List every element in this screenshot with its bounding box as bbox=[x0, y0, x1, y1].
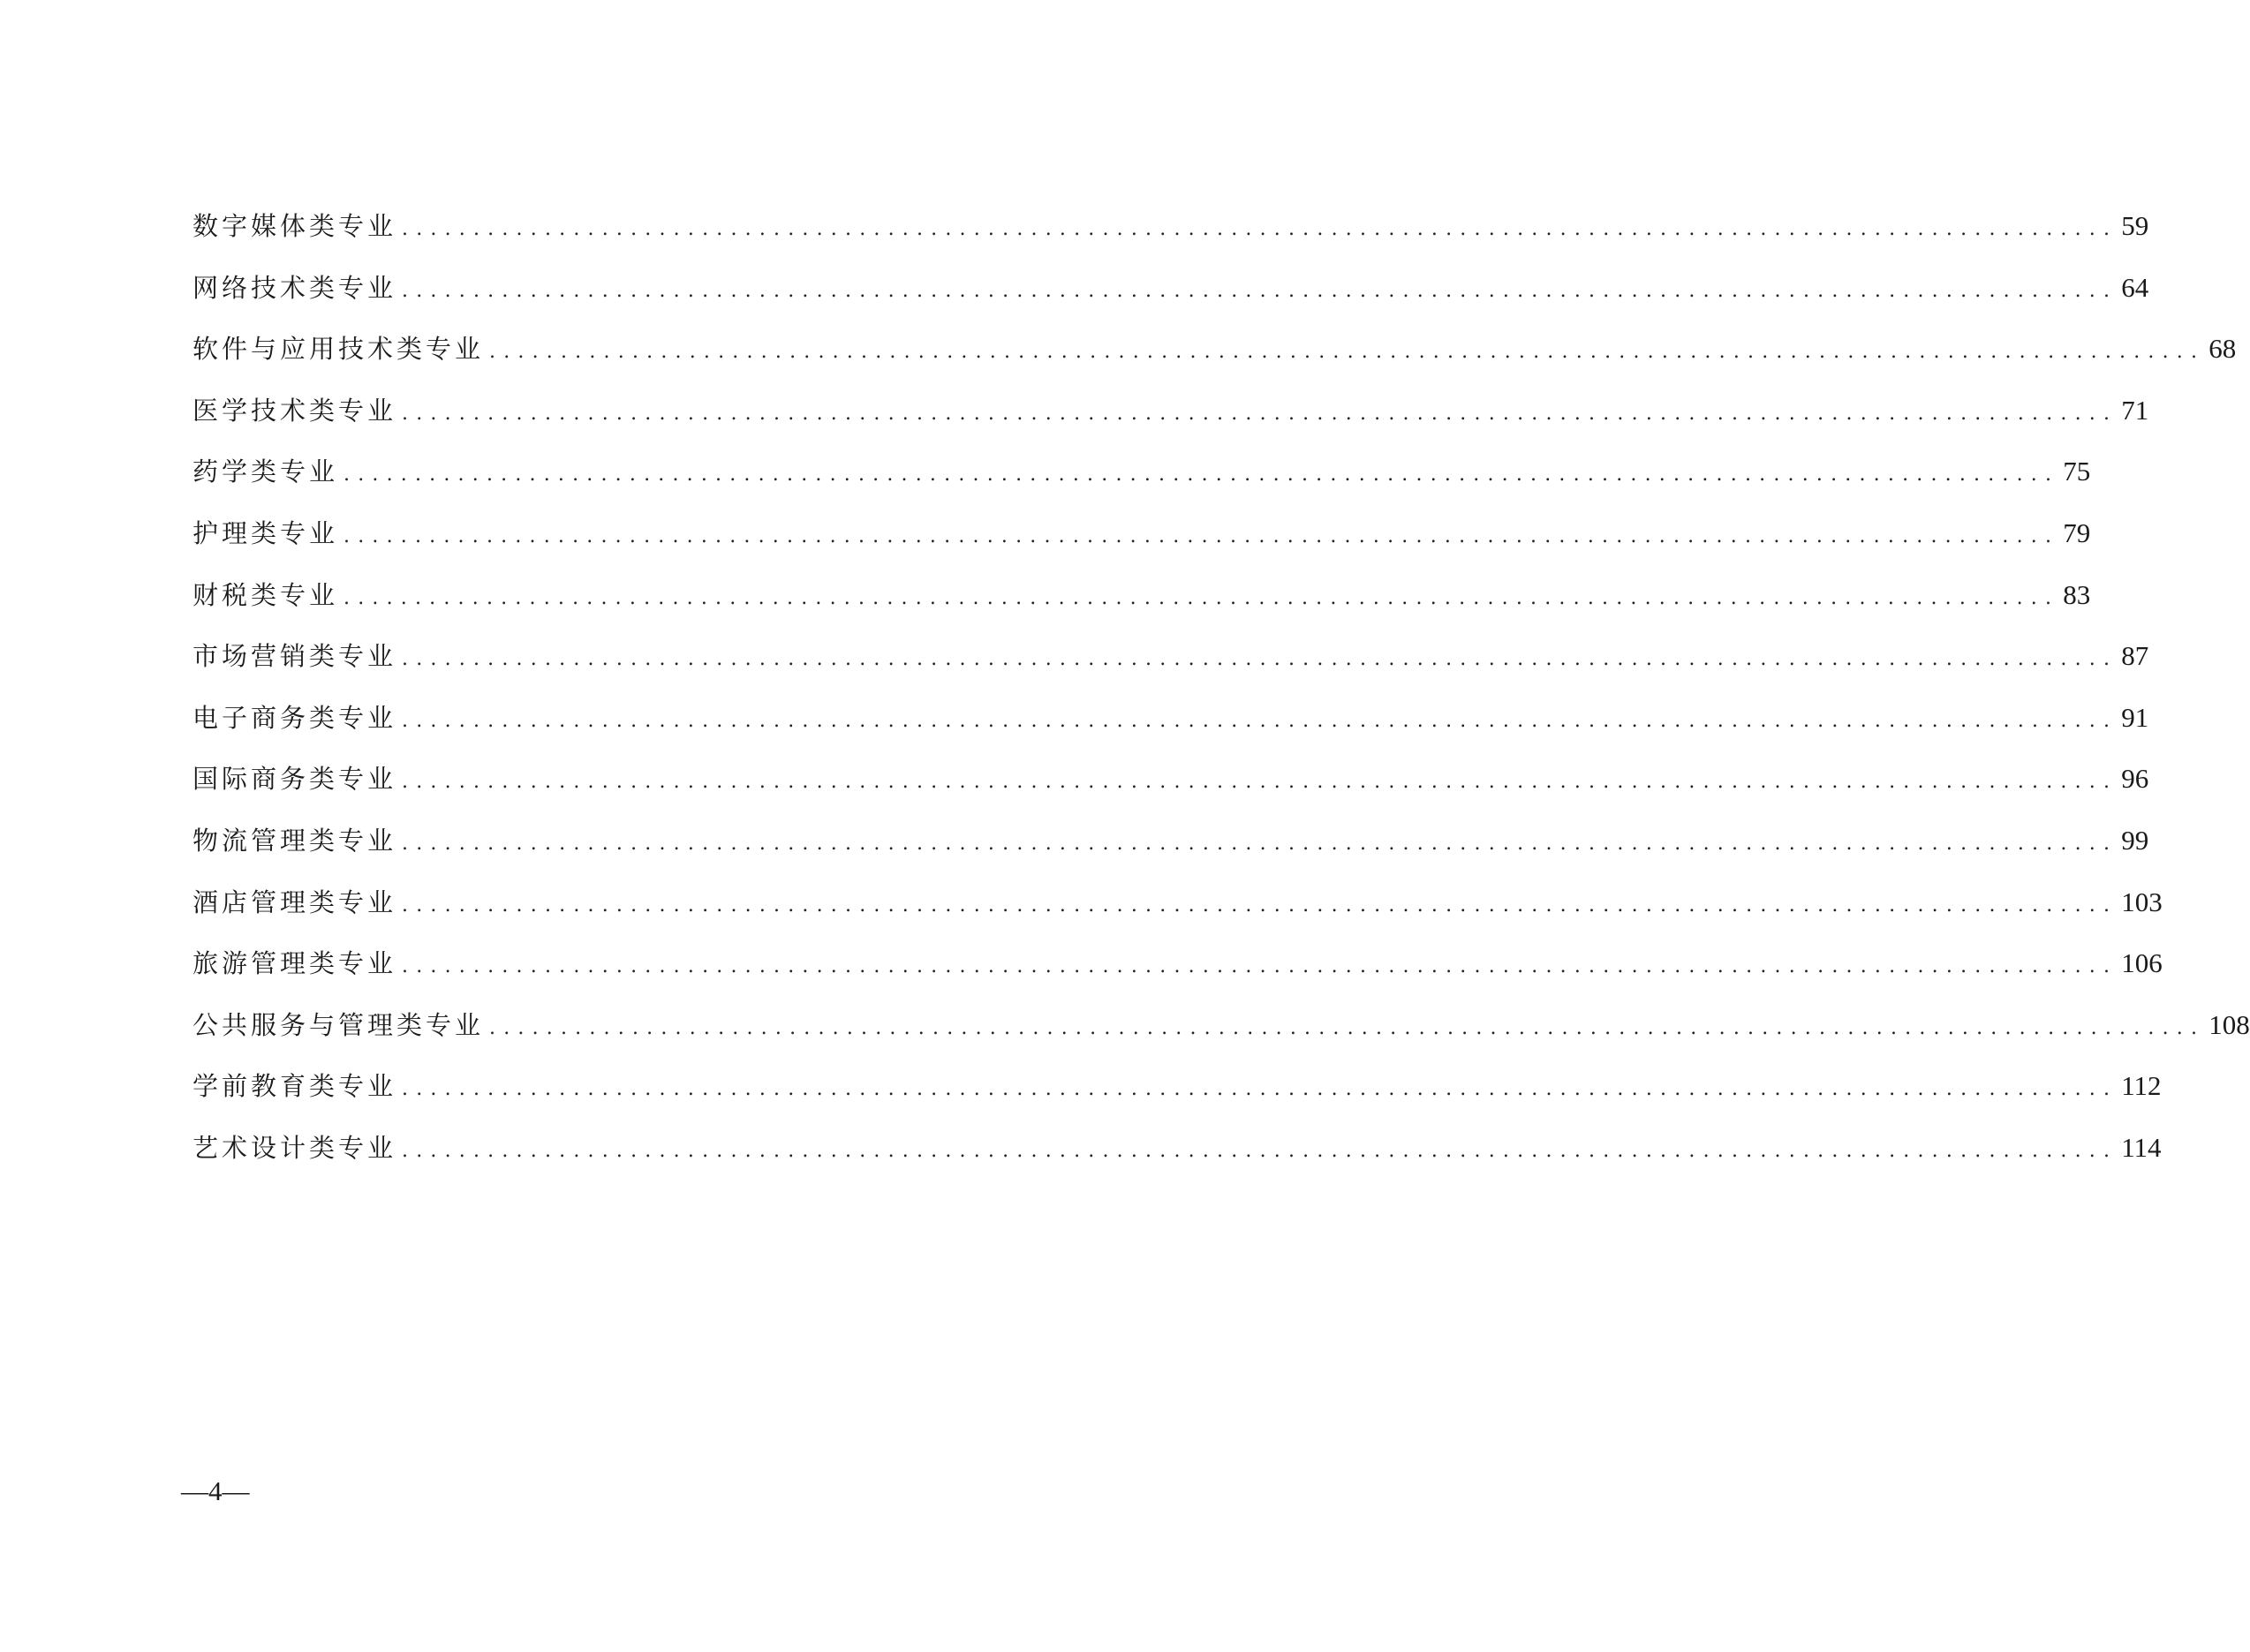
toc-leader-dots: ........................................................................................................................ bbox=[344, 524, 2060, 547]
toc-entry-page: 75 bbox=[2063, 456, 2091, 487]
toc-leader-dots: ........................................................................................................................ bbox=[402, 832, 2118, 855]
toc-entry-page: 91 bbox=[2121, 701, 2149, 733]
toc-entry[interactable] bbox=[193, 393, 2149, 455]
toc-entry-title: 公共服务与管理类专业 bbox=[193, 1009, 485, 1040]
toc-entry-title: 药学类专业 bbox=[193, 456, 339, 487]
toc-entry-title: 护理类专业 bbox=[193, 517, 339, 548]
toc-entry[interactable] bbox=[193, 208, 2149, 270]
toc-entry[interactable] bbox=[193, 700, 2149, 762]
toc-entry[interactable] bbox=[193, 577, 2091, 639]
toc-entry-page: 112 bbox=[2121, 1070, 2162, 1102]
toc-entry[interactable] bbox=[193, 761, 2149, 823]
toc-entry-title: 艺术设计类专业 bbox=[193, 1132, 397, 1163]
toc-leader-dots: ........................................................................................................................ bbox=[489, 1016, 2206, 1039]
toc-entry-title: 物流管理类专业 bbox=[193, 825, 397, 856]
toc-entry-page: 108 bbox=[2208, 1008, 2250, 1040]
toc-entry[interactable] bbox=[193, 946, 2163, 1007]
toc-entry-title: 电子商务类专业 bbox=[193, 702, 397, 733]
toc-entry[interactable] bbox=[193, 885, 2163, 947]
toc-leader-dots: ........................................................................................................................ bbox=[402, 955, 2118, 978]
toc-entry-page: 114 bbox=[2121, 1131, 2162, 1163]
toc-entry-page: 87 bbox=[2121, 640, 2149, 672]
toc-entry[interactable] bbox=[193, 270, 2149, 332]
toc-entry-title: 市场营销类专业 bbox=[193, 641, 397, 672]
toc-entry-page: 59 bbox=[2121, 210, 2149, 241]
table-of-contents bbox=[193, 208, 2250, 1192]
toc-leader-dots: ........................................................................................................................ bbox=[402, 771, 2118, 794]
toc-leader-dots: ........................................................................................................................ bbox=[402, 648, 2118, 671]
toc-entry-title: 网络技术类专业 bbox=[193, 272, 397, 303]
toc-leader-dots: ........................................................................................................................ bbox=[344, 586, 2060, 609]
toc-entry-title: 数字媒体类专业 bbox=[193, 211, 397, 241]
toc-leader-dots: ........................................................................................................................ bbox=[402, 1139, 2118, 1162]
toc-entry-title: 旅游管理类专业 bbox=[193, 948, 397, 979]
toc-entry-title: 酒店管理类专业 bbox=[193, 886, 397, 917]
toc-entry-page: 106 bbox=[2121, 947, 2163, 979]
toc-entry[interactable] bbox=[193, 823, 2149, 885]
toc-entry-page: 64 bbox=[2121, 271, 2149, 303]
toc-leader-dots: ........................................................................................................................ bbox=[402, 402, 2118, 425]
toc-leader-dots: ........................................................................................................................ bbox=[489, 341, 2206, 364]
toc-entry-page: 68 bbox=[2208, 333, 2237, 365]
toc-entry[interactable] bbox=[193, 1068, 2162, 1130]
toc-leader-dots: ........................................................................................................................ bbox=[402, 279, 2118, 302]
toc-entry-title: 软件与应用技术类专业 bbox=[193, 334, 485, 365]
toc-entry-page: 96 bbox=[2121, 763, 2149, 795]
toc-leader-dots: ........................................................................................................................ bbox=[402, 709, 2118, 732]
toc-entry[interactable] bbox=[193, 516, 2091, 577]
toc-entry[interactable] bbox=[193, 638, 2149, 700]
toc-entry-page: 99 bbox=[2121, 824, 2149, 856]
toc-entry-page: 79 bbox=[2063, 517, 2091, 548]
toc-entry[interactable] bbox=[193, 1007, 2250, 1069]
toc-leader-dots: ........................................................................................................................ bbox=[344, 464, 2060, 487]
toc-entry-title: 国际商务类专业 bbox=[193, 764, 397, 795]
toc-leader-dots: ........................................................................................................................ bbox=[402, 218, 2118, 240]
toc-entry-title: 医学技术类专业 bbox=[193, 395, 397, 426]
toc-entry-title: 学前教育类专业 bbox=[193, 1071, 397, 1102]
page-number: —4— bbox=[181, 1475, 250, 1506]
toc-leader-dots: ........................................................................................................................ bbox=[402, 1078, 2118, 1101]
toc-entry[interactable] bbox=[193, 454, 2091, 516]
toc-leader-dots: ........................................................................................................................ bbox=[402, 894, 2118, 917]
toc-entry-page: 71 bbox=[2121, 394, 2149, 426]
toc-entry-title: 财税类专业 bbox=[193, 579, 339, 610]
toc-entry[interactable] bbox=[193, 331, 2237, 393]
toc-entry-page: 83 bbox=[2063, 578, 2091, 610]
toc-entry-page: 103 bbox=[2121, 886, 2163, 917]
toc-entry[interactable] bbox=[193, 1130, 2162, 1192]
